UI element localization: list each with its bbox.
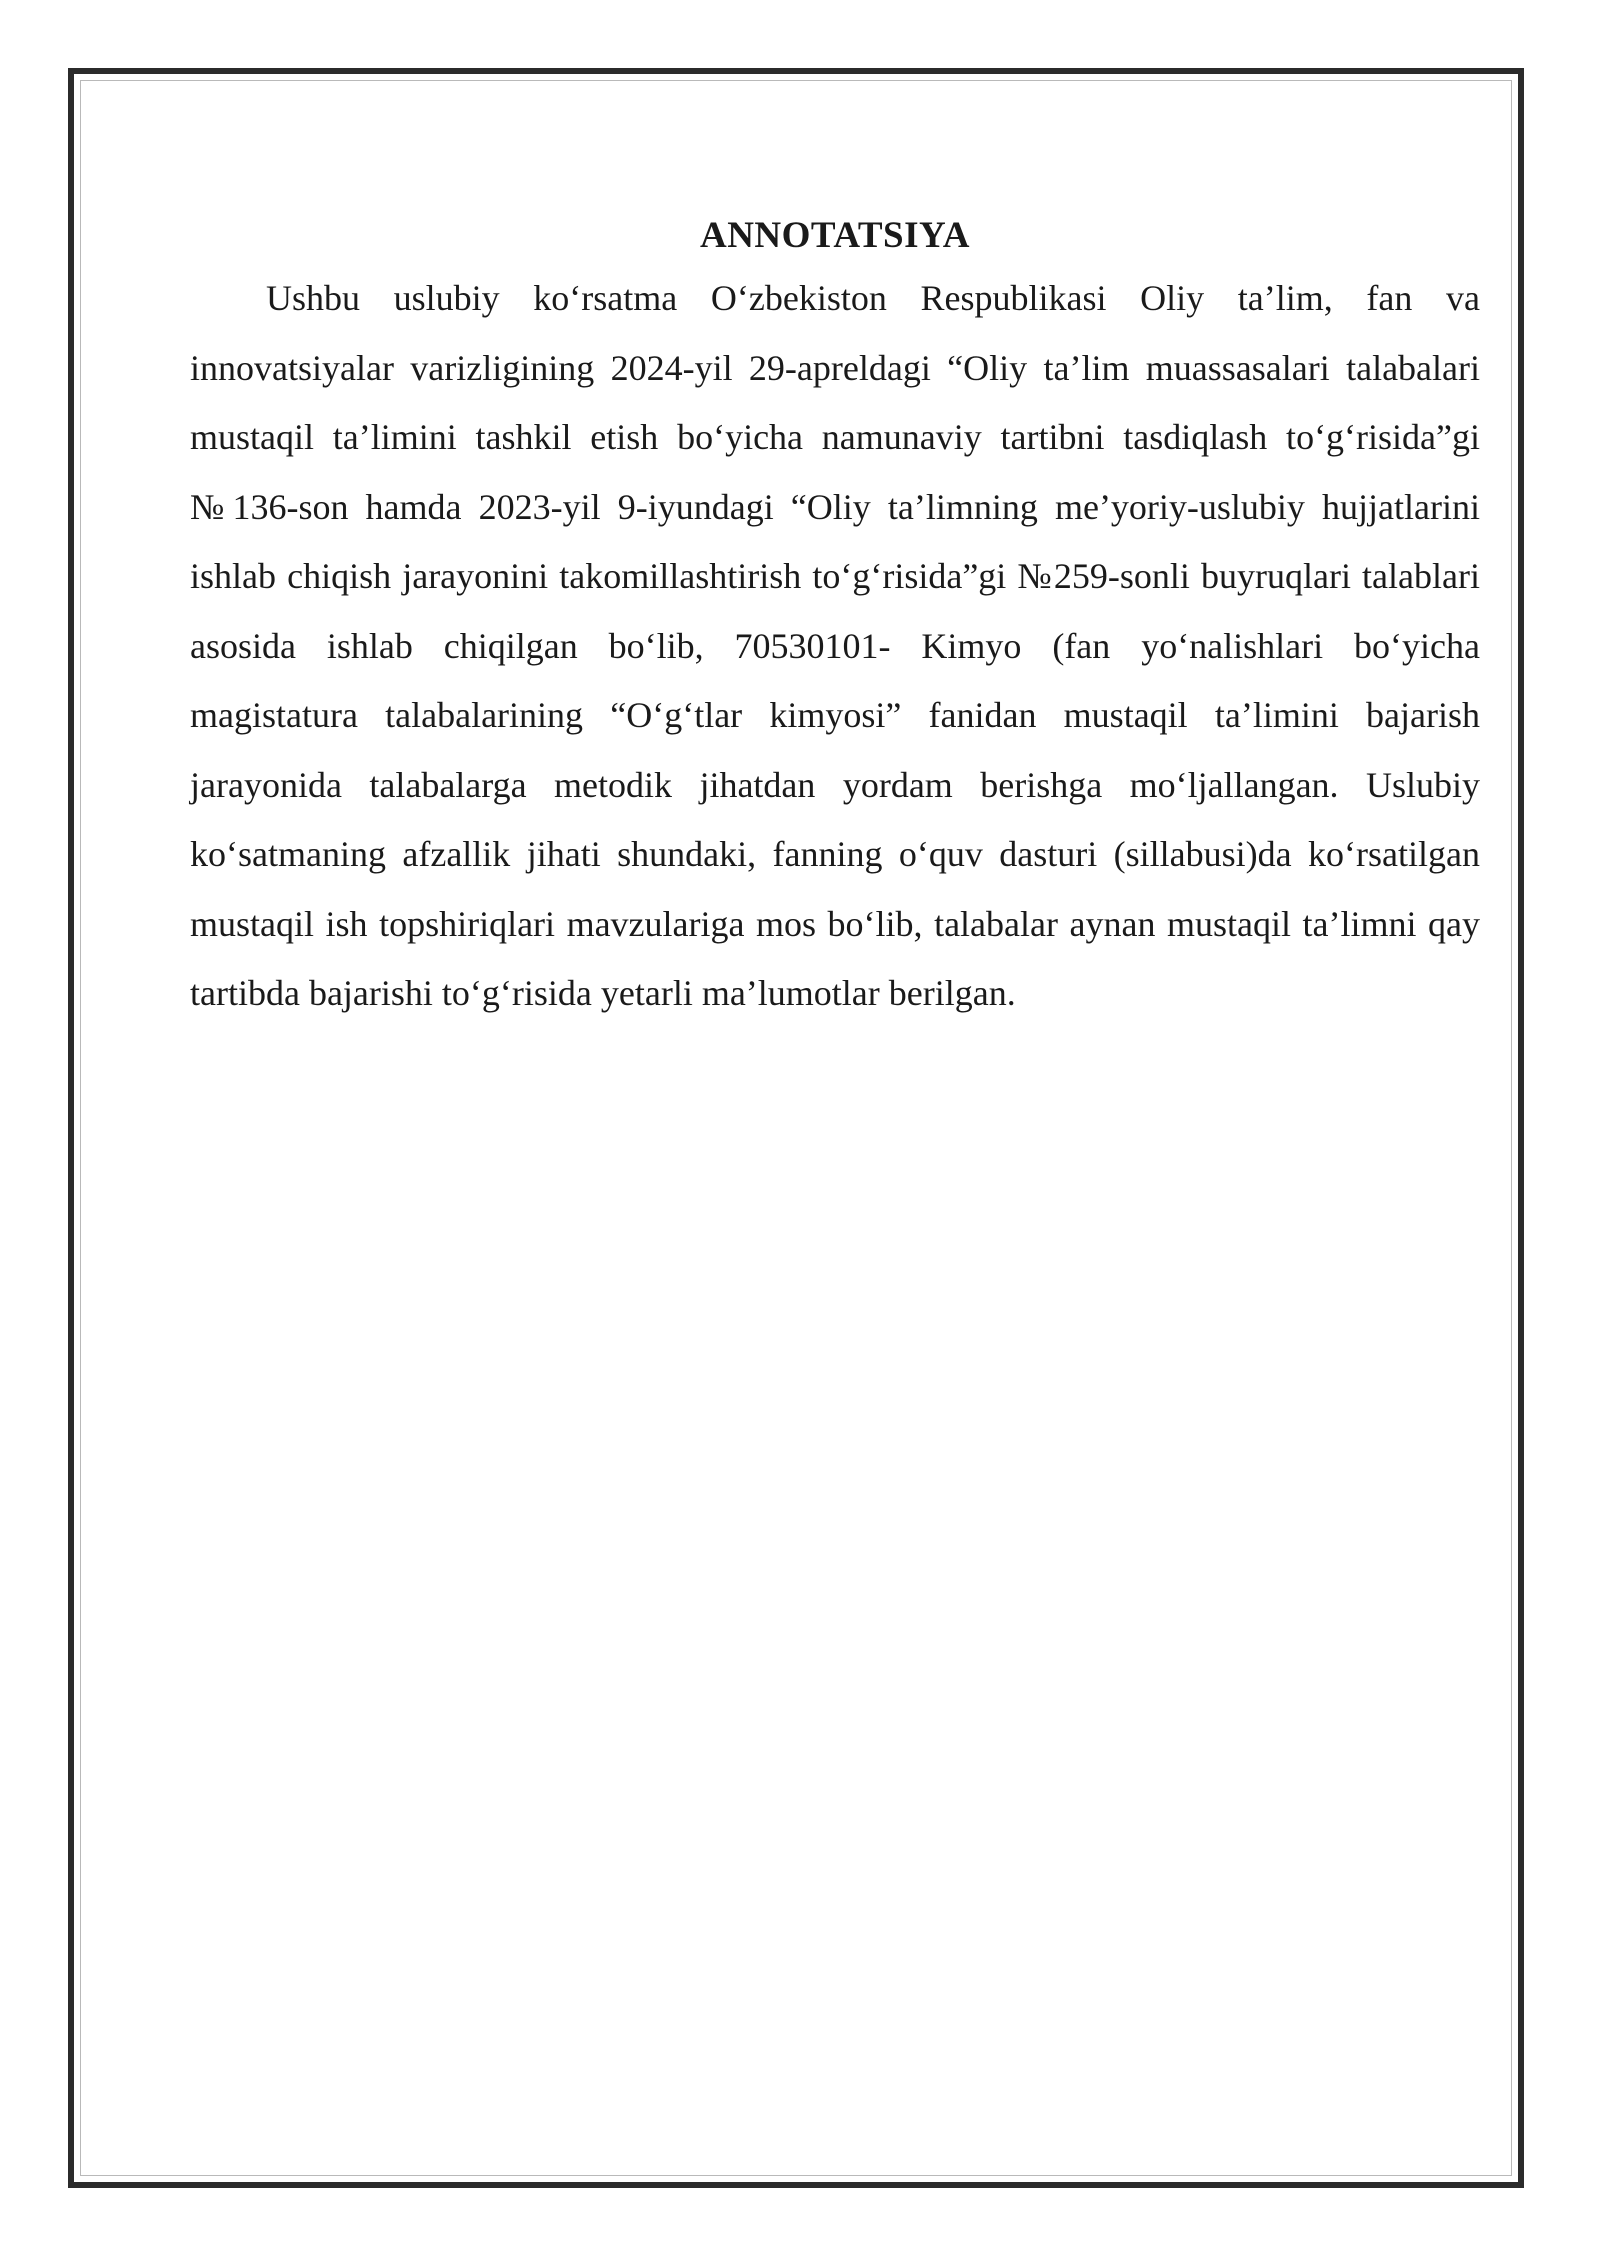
annotation-section bbox=[190, 210, 1480, 1029]
document-title: ANNOTATSIYA bbox=[699, 215, 971, 256]
annotation-paragraph: Ushbu uslubiy ko‘rsatma O‘zbekiston Respublikasi Oliy ta’lim, fan va innovatsiyalar varizligining 2024-yil 29-apreldagi “Oliy ta’lim muassasalari talabalari mustaqil ta’limini tashkil etish bo‘yicha namunaviy tartibni tasdiqlash to‘g‘risida”gi №136-son hamda 2023-yil 9-iyundagi “Oliy ta’limning me’yoriy-uslubiy hujjatlarini ishlab chiqish jarayonini takomillashtirish to‘g‘risida”gi №259-sonli buyruqlari talablari asosida ishlab chiqilgan bo‘lib, 70530101- Kimyo (fan yo‘nalishlari bo‘yicha magistatura talabalarining “O‘g‘tlar kimyosi” fanidan mustaqil ta’limini bajarish jarayonida talabalarga metodik jihatdan yordam berishga mo‘ljallangan. Uslubiy ko‘satmaning afzallik jihati shundaki, fanning o‘quv dasturi (sillabusi)da ko‘rsatilgan mustaqil ish topshiriqlari mavzulariga mos bo‘lib, talabalar aynan mustaqil ta’limni qay tartibda bajarishi to‘g‘risida yetarli ma’lumotlar berilgan. bbox=[190, 278, 1480, 1013]
